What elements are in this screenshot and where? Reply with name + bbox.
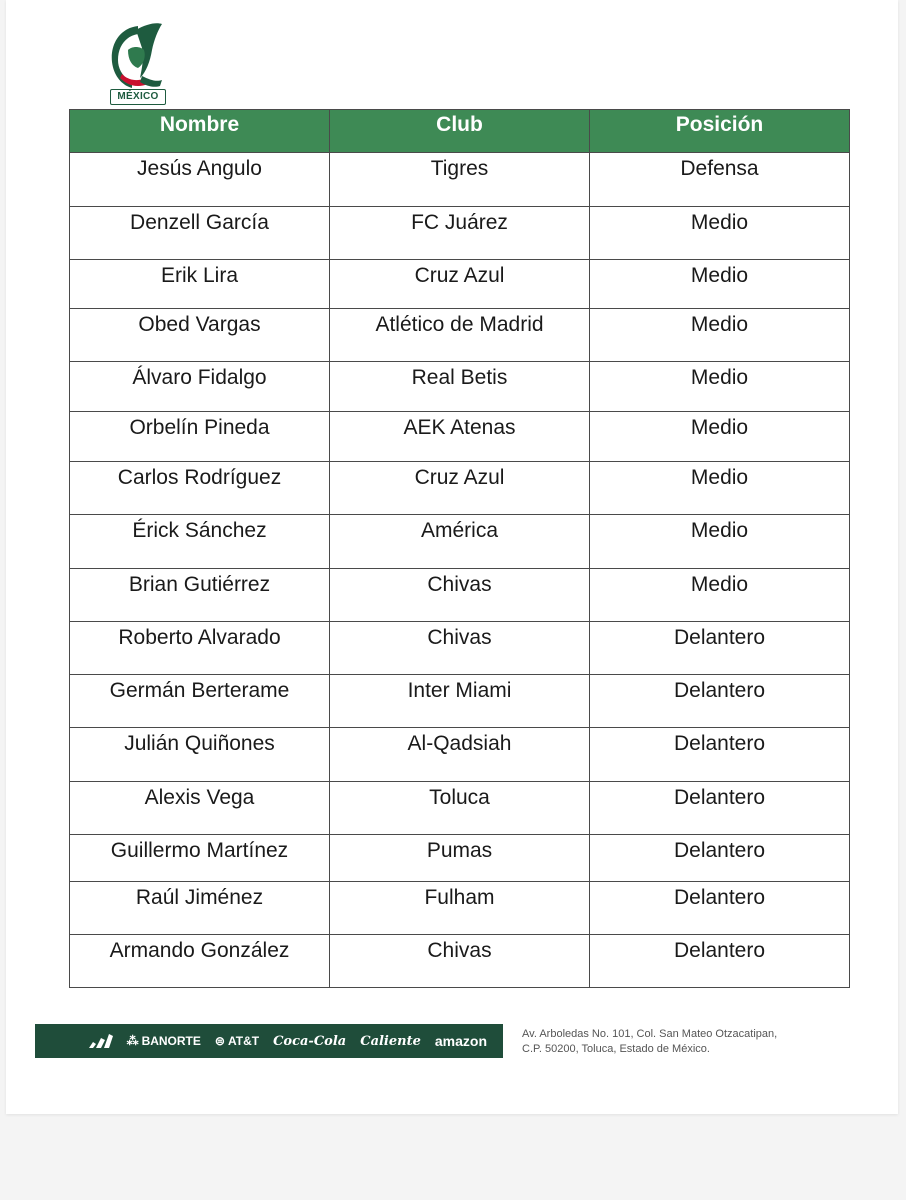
player-position: Delantero bbox=[590, 782, 850, 835]
player-name: Orbelín Pineda bbox=[70, 412, 330, 462]
table-row bbox=[70, 935, 850, 988]
table-row bbox=[70, 835, 850, 882]
player-name: Armando González bbox=[70, 935, 330, 988]
table-row bbox=[70, 462, 850, 515]
player-position: Delantero bbox=[590, 622, 850, 675]
sponsor-bar bbox=[35, 1024, 503, 1058]
player-club: Atlético de Madrid bbox=[330, 309, 590, 362]
sponsor-banorte bbox=[127, 1034, 201, 1048]
column-header-club: Club bbox=[330, 110, 590, 153]
player-position: Medio bbox=[590, 207, 850, 260]
roster-table bbox=[69, 109, 850, 988]
player-position: Delantero bbox=[590, 935, 850, 988]
sponsor-att bbox=[215, 1034, 259, 1048]
player-club: FC Juárez bbox=[330, 207, 590, 260]
player-position: Medio bbox=[590, 569, 850, 622]
player-position: Delantero bbox=[590, 882, 850, 935]
player-club: Real Betis bbox=[330, 362, 590, 412]
player-name: Obed Vargas bbox=[70, 309, 330, 362]
banorte-logo-icon: ⁂ bbox=[126, 1034, 139, 1048]
player-position: Delantero bbox=[590, 728, 850, 782]
player-position: Medio bbox=[590, 462, 850, 515]
sponsor-att-label: AT&T bbox=[227, 1034, 260, 1048]
player-name: Raúl Jiménez bbox=[70, 882, 330, 935]
player-name: Érick Sánchez bbox=[70, 515, 330, 569]
player-position: Medio bbox=[590, 412, 850, 462]
player-position: Medio bbox=[590, 260, 850, 309]
player-position: Medio bbox=[590, 515, 850, 569]
table-row bbox=[70, 728, 850, 782]
table-row bbox=[70, 412, 850, 462]
sponsor-banorte-label: BANORTE bbox=[141, 1034, 201, 1048]
player-club: Al-Qadsiah bbox=[330, 728, 590, 782]
player-club: Pumas bbox=[330, 835, 590, 882]
att-globe-icon: ⊜ bbox=[214, 1034, 225, 1048]
player-club: América bbox=[330, 515, 590, 569]
player-name: Jesús Angulo bbox=[70, 153, 330, 207]
player-name: Brian Gutiérrez bbox=[70, 569, 330, 622]
player-club: Cruz Azul bbox=[330, 462, 590, 515]
address-line-1: Av. Arboledas No. 101, Col. San Mateo Otzacatipan, bbox=[522, 1028, 778, 1040]
player-name: Erik Lira bbox=[70, 260, 330, 309]
table-row bbox=[70, 675, 850, 728]
player-club: Chivas bbox=[330, 935, 590, 988]
player-club: Chivas bbox=[330, 569, 590, 622]
table-row bbox=[70, 207, 850, 260]
player-club: Cruz Azul bbox=[330, 260, 590, 309]
player-position: Medio bbox=[590, 362, 850, 412]
column-header-nombre: Nombre bbox=[70, 110, 330, 153]
player-club: AEK Atenas bbox=[330, 412, 590, 462]
player-name: Carlos Rodríguez bbox=[70, 462, 330, 515]
table-row bbox=[70, 569, 850, 622]
player-name: Alexis Vega bbox=[70, 782, 330, 835]
player-name: Julián Quiñones bbox=[70, 728, 330, 782]
logo-wordmark: MÉXICO bbox=[110, 89, 166, 105]
table-row bbox=[70, 622, 850, 675]
sponsor-cocacola: Coca-Cola bbox=[273, 1033, 347, 1049]
player-club: Toluca bbox=[330, 782, 590, 835]
address-line-2: C.P. 50200, Toluca, Estado de México. bbox=[522, 1043, 710, 1055]
player-name: Germán Berterame bbox=[70, 675, 330, 728]
sponsor-caliente: Caliente bbox=[360, 1033, 421, 1049]
player-name: Roberto Alvarado bbox=[70, 622, 330, 675]
player-position: Medio bbox=[590, 309, 850, 362]
table-row bbox=[70, 260, 850, 309]
adidas-logo-icon bbox=[87, 1034, 113, 1048]
column-header-posicion: Posición bbox=[590, 110, 850, 153]
player-club: Chivas bbox=[330, 622, 590, 675]
player-club: Tigres bbox=[330, 153, 590, 207]
sponsor-amazon: amazon bbox=[434, 1033, 487, 1049]
table-row bbox=[70, 515, 850, 569]
document-page bbox=[6, 0, 898, 1114]
player-name: Guillermo Martínez bbox=[70, 835, 330, 882]
player-club: Inter Miami bbox=[330, 675, 590, 728]
player-name: Álvaro Fidalgo bbox=[70, 362, 330, 412]
player-name: Denzell García bbox=[70, 207, 330, 260]
player-position: Delantero bbox=[590, 835, 850, 882]
player-club: Fulham bbox=[330, 882, 590, 935]
player-position: Defensa bbox=[590, 153, 850, 207]
player-position: Delantero bbox=[590, 675, 850, 728]
table-row bbox=[70, 882, 850, 935]
table-row bbox=[70, 309, 850, 362]
table-row bbox=[70, 362, 850, 412]
address-block bbox=[522, 1027, 822, 1057]
table-header-row bbox=[70, 110, 850, 153]
table-row bbox=[70, 153, 850, 207]
table-row bbox=[70, 782, 850, 835]
